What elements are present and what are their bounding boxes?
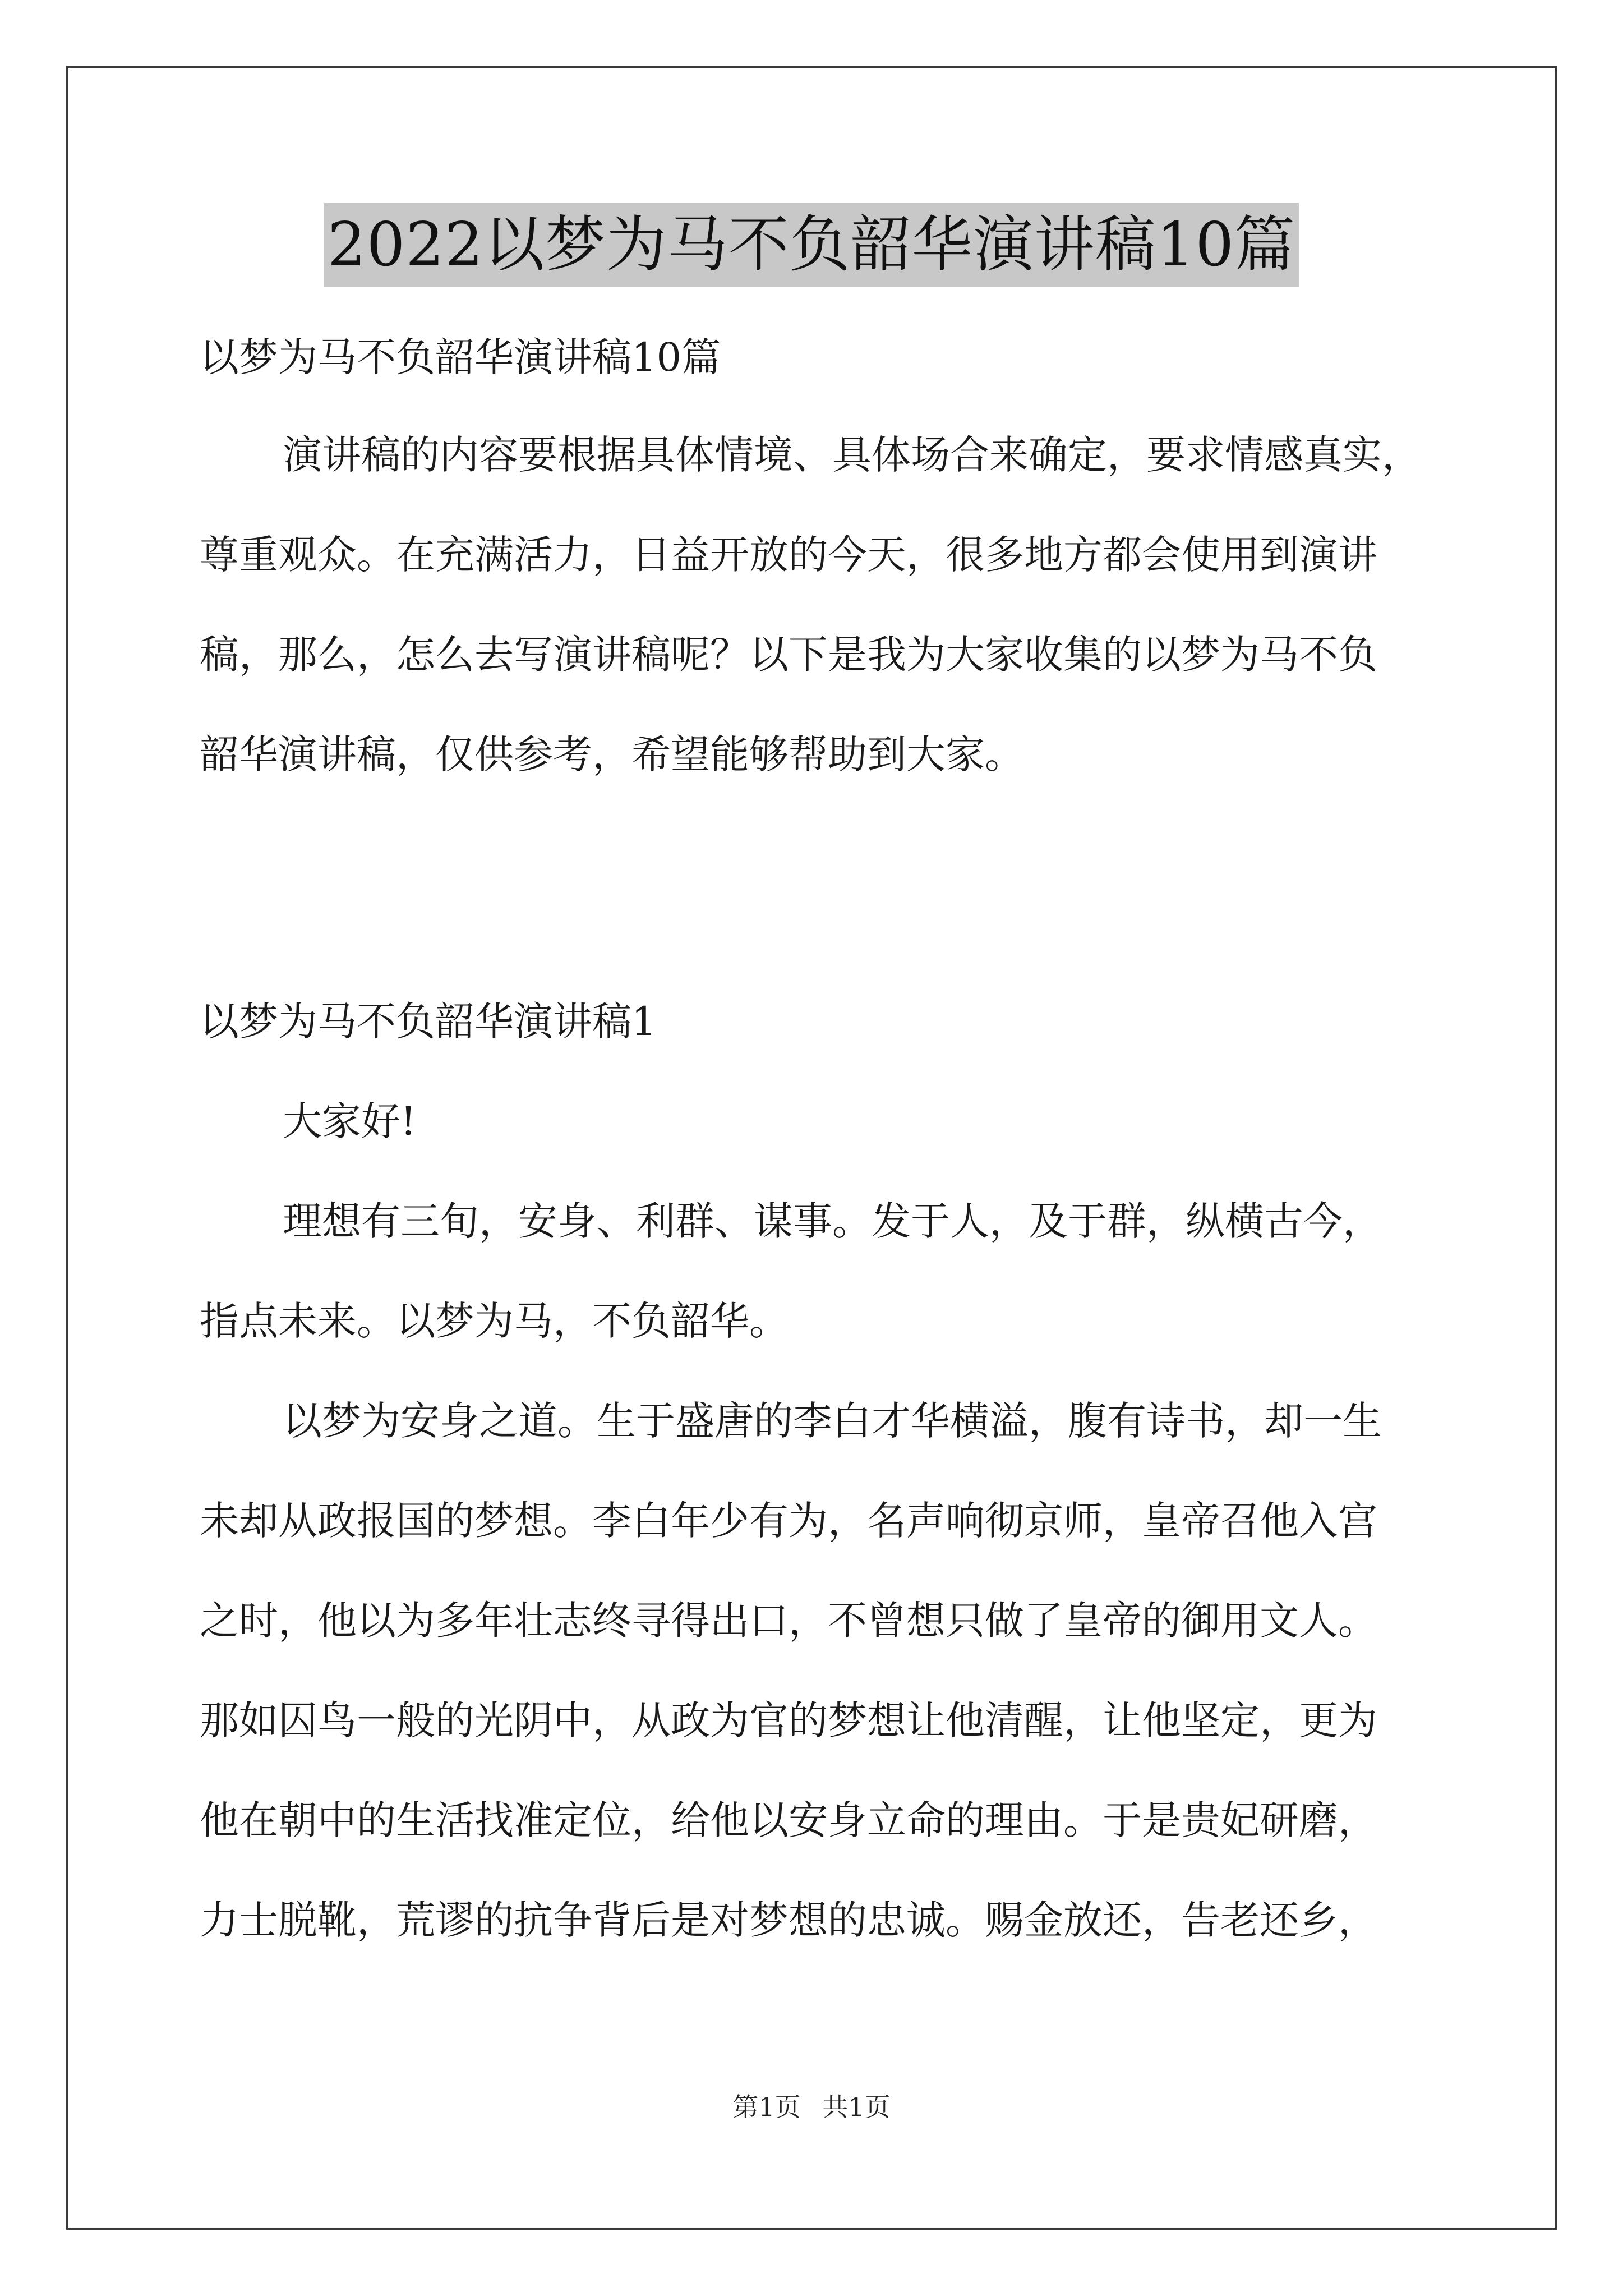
section-heading: 以梦为马不负韶华演讲稿1 [200, 999, 657, 1045]
intro-line-4: 韶华演讲稿，仅供参考，希望能够帮助到大家。 [200, 731, 1024, 777]
document-title: 2022以梦为马不负韶华演讲稿10篇 [324, 203, 1299, 287]
intro-line-3: 稿，那么，怎么去写演讲稿呢？以下是我为大家收集的以梦为马不负 [200, 632, 1377, 678]
title-wrap [0, 203, 1623, 287]
p2-line-2: 未却从政报国的梦想。李白年少有为，名声响彻京师，皇帝召他入宫 [200, 1498, 1377, 1544]
intro-line-1: 演讲稿的内容要根据具体情境、具体场合来确定，要求情感真实， [283, 432, 1421, 478]
intro-line-2: 尊重观众。在充满活力，日益开放的今天，很多地方都会使用到演讲 [200, 532, 1377, 578]
p2-line-6: 力士脱靴，荒谬的抗争背后是对梦想的忠诚。赐金放还，告老还乡， [200, 1897, 1377, 1943]
p1-line-1: 理想有三旬，安身、利群、谋事。发于人，及于群，纵横古今， [283, 1198, 1382, 1244]
subtitle-line: 以梦为马不负韶华演讲稿10篇 [200, 334, 721, 380]
p1-line-2: 指点未来。以梦为马，不负韶华。 [200, 1298, 789, 1344]
p2-line-3: 之时，他以为多年壮志终寻得出口，不曾想只做了皇帝的御用文人。 [200, 1598, 1377, 1644]
page-footer [0, 2087, 1623, 2124]
greeting-line: 大家好! [283, 1098, 417, 1144]
p2-line-5: 他在朝中的生活找准定位，给他以安身立命的理由。于是贵妃研磨， [200, 1797, 1377, 1843]
page-number-current: 第1页 [732, 2092, 801, 2122]
page-number-total: 共1页 [822, 2092, 891, 2122]
p2-line-4: 那如囚鸟一般的光阴中，从政为官的梦想让他清醒，让他坚定，更为 [200, 1697, 1377, 1743]
p2-line-1: 以梦为安身之道。生于盛唐的李白才华横溢，腹有诗书，却一生 [283, 1398, 1382, 1444]
